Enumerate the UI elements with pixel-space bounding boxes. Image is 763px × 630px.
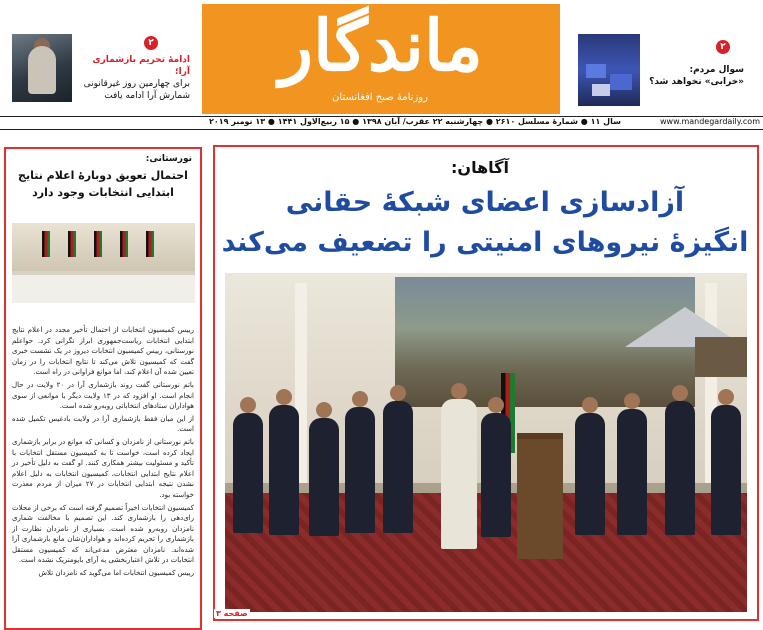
right-teaser-photo	[578, 34, 640, 106]
left-story-paragraph: باتم نورستانی گفت روند بازشماری آرا در ۲۰ ولایت در حال انجام است. او افزود که در ۱۳ ولایت دیگر با موانعی از سوی هواداران ستادهای انتخاباتی روبه‌رو شده است.	[12, 380, 194, 411]
left-story-paragraph: رییس کمیسیون انتخابات از احتمال تأخیر مجدد در اعلام نتایج ابتدایی انتخابات ریاست‌جمهوری ابراز نگرانی کرد. حواعلم نورستانی، رییس کمیسیون انتخابات دیروز در یک نشست خبری گفت که کمیسیون تلاش می‌کند تا نتایج انتخابات را در زمان تعیین شده آن اعلام کند، اما موانع فراوانی در راه است.	[12, 326, 194, 377]
newspaper-logo[interactable]: ماندگار	[279, 4, 483, 87]
left-teaser-photo	[12, 34, 72, 102]
main-story-kicker: آگاهان:	[451, 158, 509, 177]
left-teaser-number-badge: ۲	[144, 36, 158, 50]
left-story-photo	[12, 223, 195, 303]
website-link[interactable]: www.mandegardaily.com	[660, 117, 760, 126]
main-headline-line-1[interactable]: آزادسازی اعضای شبکهٔ حقانی	[285, 187, 685, 218]
left-story-body	[12, 325, 194, 581]
issue-date-line: سال ۱۱ ● شمارهٔ مسلسل ۲۶۱۰ ● چهارشنبه ۲۲ عقرب/ آبان ۱۳۹۸ ● ۱۵ ربیع‌الاول ۱۴۴۱ ● ۱۳ نومبر ۲۰۱۹	[209, 117, 621, 126]
left-teaser-line-2: شمارش آرا ادامه یافت	[104, 91, 190, 101]
logo-tagline: روزنامهٔ صبح افغانستان	[332, 92, 428, 103]
right-teaser-line-1: سوال مردم:	[689, 65, 744, 75]
left-story-paragraph: رییس کمیسیون انتخابات اما می‌گوید که نامزدان تلاش	[38, 569, 194, 578]
left-story-kicker: نورستانی:	[145, 154, 192, 164]
right-teaser-text[interactable]	[648, 64, 744, 88]
left-story-paragraph: از این میان فقط بازشماری آرا در ولایت بادغیس تکمیل شده است.	[12, 414, 194, 434]
left-teaser-text[interactable]	[78, 54, 190, 102]
main-headline-line-2[interactable]: انگیزهٔ نیروهای امنیتی را تضعیف می‌کند	[221, 227, 749, 258]
left-story-paragraph: کمیسیون انتخابات اخیراً تصمیم گرفته است که برخی از محلات رای‌دهی را بازشماری کند. این تصمیم با مخالفت شماری نامزدان روبه‌رو شده است. بسیاری از نامزدان نظارت از بازشماری را تحریم کرده‌اند و هواداران‌شان مانع بازشماری آرا شده‌اند. نامزدان معترض مدعی‌اند که کمیسیون مستقل انتخابات در تلاش اعتباربخشی به آرای بایومتریک نشده است.	[12, 503, 194, 565]
right-teaser-line-2: «خرابی» نخواهد شد؟	[649, 77, 744, 87]
left-story-title[interactable]: احتمال تعویق دوبارهٔ اعلام نتایج ابتدایی انتخابات وجود دارد	[18, 169, 188, 199]
right-teaser-number-badge: ۲	[716, 40, 730, 54]
main-story-photo	[225, 273, 747, 612]
left-column-story[interactable]	[4, 147, 202, 630]
left-teaser-line-1: برای چهارمین روز غیرقانونی	[83, 79, 190, 89]
page-reference[interactable]: صفحه ۳	[216, 609, 248, 618]
left-story-paragraph: باتم نورستانی از نامزدان و کسانی که موانع در برابر بازشماری ایجاد کرده است، خواست تا به کمیسیون مستقل انتخابات با تأکید و مسئولیت بیشتر همکاری کنند. او گفت به دلیل تأخیر در اعلام نتایج ابتدایی انتخابات، کمیسیون انتخابات به دلیل اعلام نشدن نتیجه ابتدایی انتخابات در ۲۷ میزان از مردم معذرت خواسته بود.	[12, 437, 194, 499]
left-teaser-title: ادامهٔ تحریم بازشماری آرا؛	[92, 55, 190, 77]
